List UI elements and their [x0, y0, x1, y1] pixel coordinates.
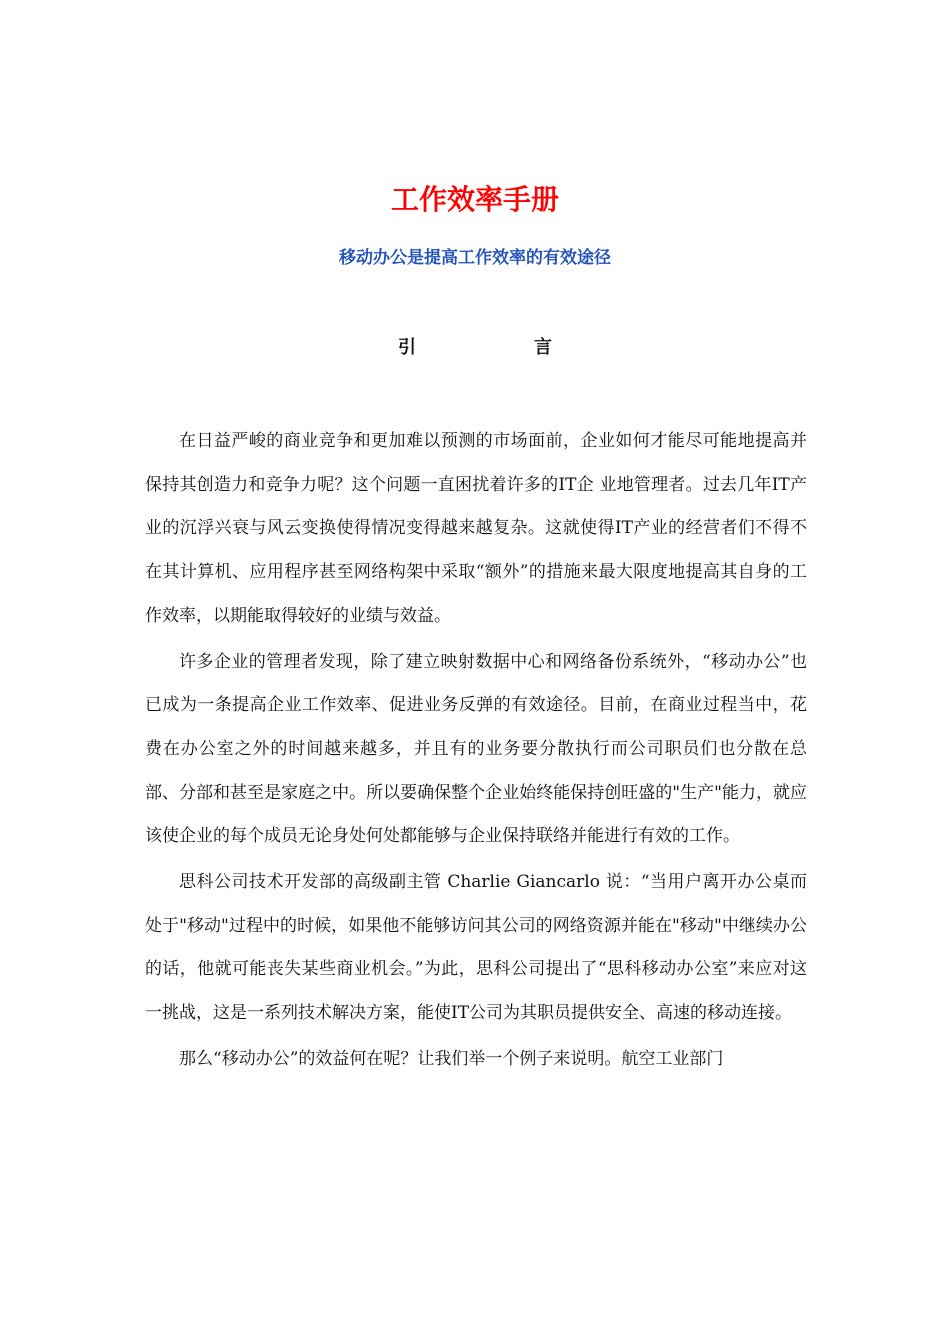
- heading-char-left: 引: [398, 337, 416, 358]
- document-body: [145, 420, 807, 1084]
- heading-char-right: 言: [534, 337, 552, 358]
- document-title: 工作效率手册: [390, 183, 559, 216]
- paragraph-4: 那么“移动办公”的效益何在呢？让我们举一个例子来说明。航空工业部门: [179, 1048, 724, 1069]
- paragraph-3: 思科公司技术开发部的高级副主管 Charlie Giancarlo 说：“当用户离开办公桌而处于"移动"过程中的时候，如果他不能够访问其公司的网络资源并能在"移动"中继续办公的话，他就可能丧失某些商业机会。”为此，思科公司提出了“思科移动办公室”来应对这一挑战，这是一系列技术解决方案，能使IT公司为其职员提供安全、高速的移动连接。: [145, 872, 807, 1024]
- paragraph-2: 许多企业的管理者发现，除了建立映射数据中心和网络备份系统外，“移动办公”也已成为一条提高企业工作效率、促进业务反弹的有效途径。目前，在商业过程当中，花费在办公室之外的时间越来越多，并且有的业务要分散执行而公司职员们也分散在总部、分部和甚至是家庭之中。所以要确保整个企业始终能保持创旺盛的"生产"能力，就应该使企业的每个成员无论身处何处都能够与企业保持联络并能进行有效的工作。: [145, 651, 807, 847]
- heading-spacer: [416, 334, 534, 362]
- section-heading: [0, 334, 950, 362]
- document-subtitle: 移动办公是提高工作效率的有效途径: [339, 248, 611, 268]
- paragraph-1: 在日益严峻的商业竞争和更加难以预测的市场面前，企业如何才能尽可能地提高并保持其创造力和竞争力呢？这个问题一直困扰着许多的IT企 业地管理者。过去几年IT产业的沉浮兴衰与风云变换使得情况变得越来越复杂。这就使得IT产业的经营者们不得不在其计算机、应用程序甚至网络构架中采取“额外”的措施来最大限度地提高其自身的工作效率，以期能取得较好的业绩与效益。: [145, 431, 807, 626]
